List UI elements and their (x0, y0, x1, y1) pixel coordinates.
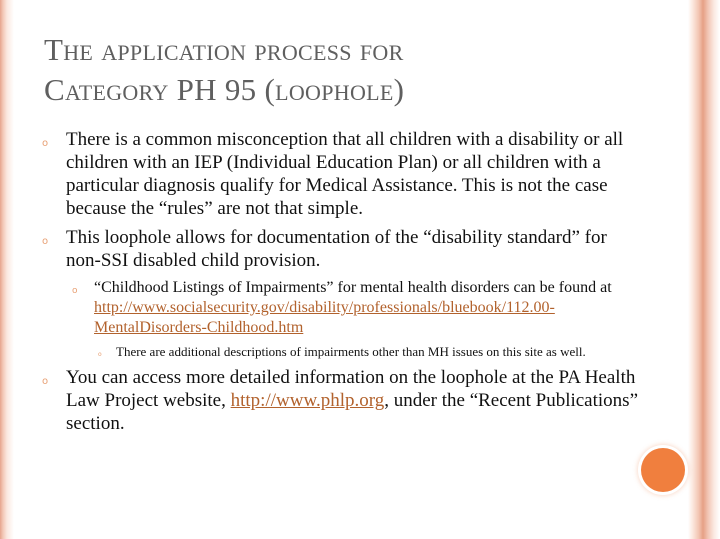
bullet-marker: o (42, 236, 49, 247)
bullet-more-info (40, 366, 640, 435)
ssa-bluebook-link[interactable]: http://www.socialsecurity.gov/disability/professionals/bluebook/112.00-MentalDisorders-Childhood.htm (94, 299, 555, 336)
slide-title-line-2: Category PH 95 (loophole) (44, 72, 405, 107)
bullet-loophole (40, 226, 640, 272)
bullet-text: You can access more detailed information on the loophole at the PA Health Law Project website, (66, 367, 636, 411)
bullet-marker: o (42, 376, 49, 387)
bullet-marker: o (98, 351, 102, 358)
bullet-text: There is a common misconception that all children with a disability or all children with an IEP (Individual Education Plan) or all children with a particular diagnosis qualify for Medical Assistance. This is not the case because the “rules” are not that simple. (66, 129, 624, 219)
slide-title-line-1: The application process for (44, 32, 404, 67)
sub-sub-bullet-additional-descriptions (40, 344, 640, 360)
bullet-text: “Childhood Listings of Impairments” for mental health disorders can be found at (94, 279, 612, 296)
bullet-misconception (40, 128, 640, 220)
sub-bullet-childhood-listings (40, 278, 640, 338)
orange-accent-circle (641, 448, 685, 492)
bullet-text: There are additional descriptions of impairments other than MH issues on this site as well. (116, 344, 586, 359)
slide-content (40, 128, 640, 441)
bullet-text-end: , under the “Recent Publications” section. (66, 390, 639, 434)
bullet-marker: o (72, 286, 78, 296)
bullet-marker: o (42, 138, 49, 149)
phlp-website-link[interactable]: http://www.phlp.org (230, 390, 385, 411)
slide-title (44, 30, 644, 110)
bullet-text: This loophole allows for documentation of the “disability standard” for non-SSI disabled child provision. (66, 227, 607, 271)
left-decorative-border (0, 0, 14, 539)
right-decorative-border (688, 0, 720, 539)
